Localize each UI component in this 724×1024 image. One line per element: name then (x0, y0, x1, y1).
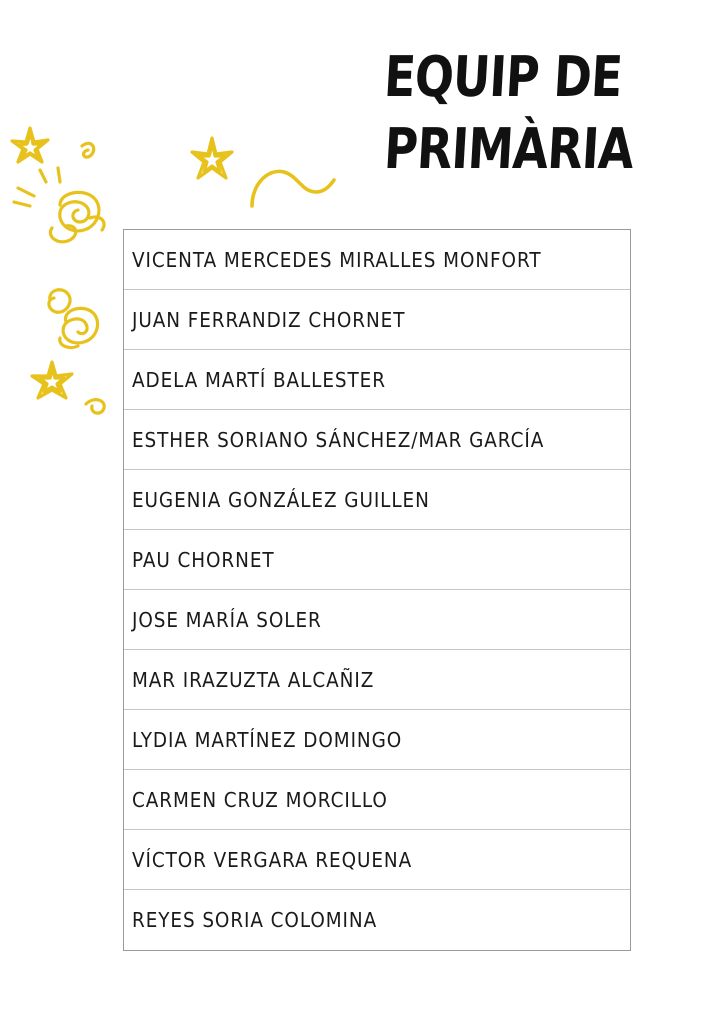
table-row (124, 830, 630, 890)
table-row (124, 530, 630, 590)
swirl-icon (82, 143, 94, 157)
burst-lines (14, 168, 60, 206)
staff-name: CARMEN CRUZ MORCILLO (132, 787, 388, 812)
table-row (124, 410, 630, 470)
team-roster-table (123, 229, 631, 951)
scribble-icon (50, 192, 104, 241)
wave-icon (252, 171, 334, 206)
star-icon (192, 138, 232, 178)
staff-name: VÍCTOR VERGARA REQUENA (132, 847, 413, 872)
table-row (124, 590, 630, 650)
staff-name: ESTHER SORIANO SÁNCHEZ/MAR GARCÍA (132, 427, 545, 452)
table-row (124, 650, 630, 710)
star-icon (32, 362, 72, 398)
page-title-line-2: PRIMÀRIA (382, 117, 635, 182)
table-row (124, 770, 630, 830)
table-row (124, 350, 630, 410)
swirl-icon (86, 400, 104, 413)
staff-name: ADELA MARTÍ BALLESTER (132, 367, 386, 392)
staff-name: REYES SORIA COLOMINA (132, 908, 378, 932)
staff-name: JOSE MARÍA SOLER (132, 607, 322, 632)
star-icon (12, 128, 48, 162)
table-row (124, 290, 630, 350)
page-title (360, 45, 635, 182)
staff-name: VICENTA MERCEDES MIRALLES MONFORT (132, 247, 542, 272)
table-row (124, 710, 630, 770)
staff-name: EUGENIA GONZÁLEZ GUILLEN (132, 487, 430, 512)
staff-name: PAU CHORNET (132, 547, 275, 572)
staff-name: JUAN FERRANDIZ CHORNET (132, 307, 406, 332)
page-title-line-1: EQUIP DE (382, 45, 624, 110)
scribble-icon (49, 290, 98, 348)
table-row (124, 470, 630, 530)
table-row (124, 230, 630, 290)
table-row (124, 890, 630, 950)
staff-name: LYDIA MARTÍNEZ DOMINGO (132, 727, 403, 752)
staff-name: MAR IRAZUZTA ALCAÑIZ (132, 667, 375, 692)
